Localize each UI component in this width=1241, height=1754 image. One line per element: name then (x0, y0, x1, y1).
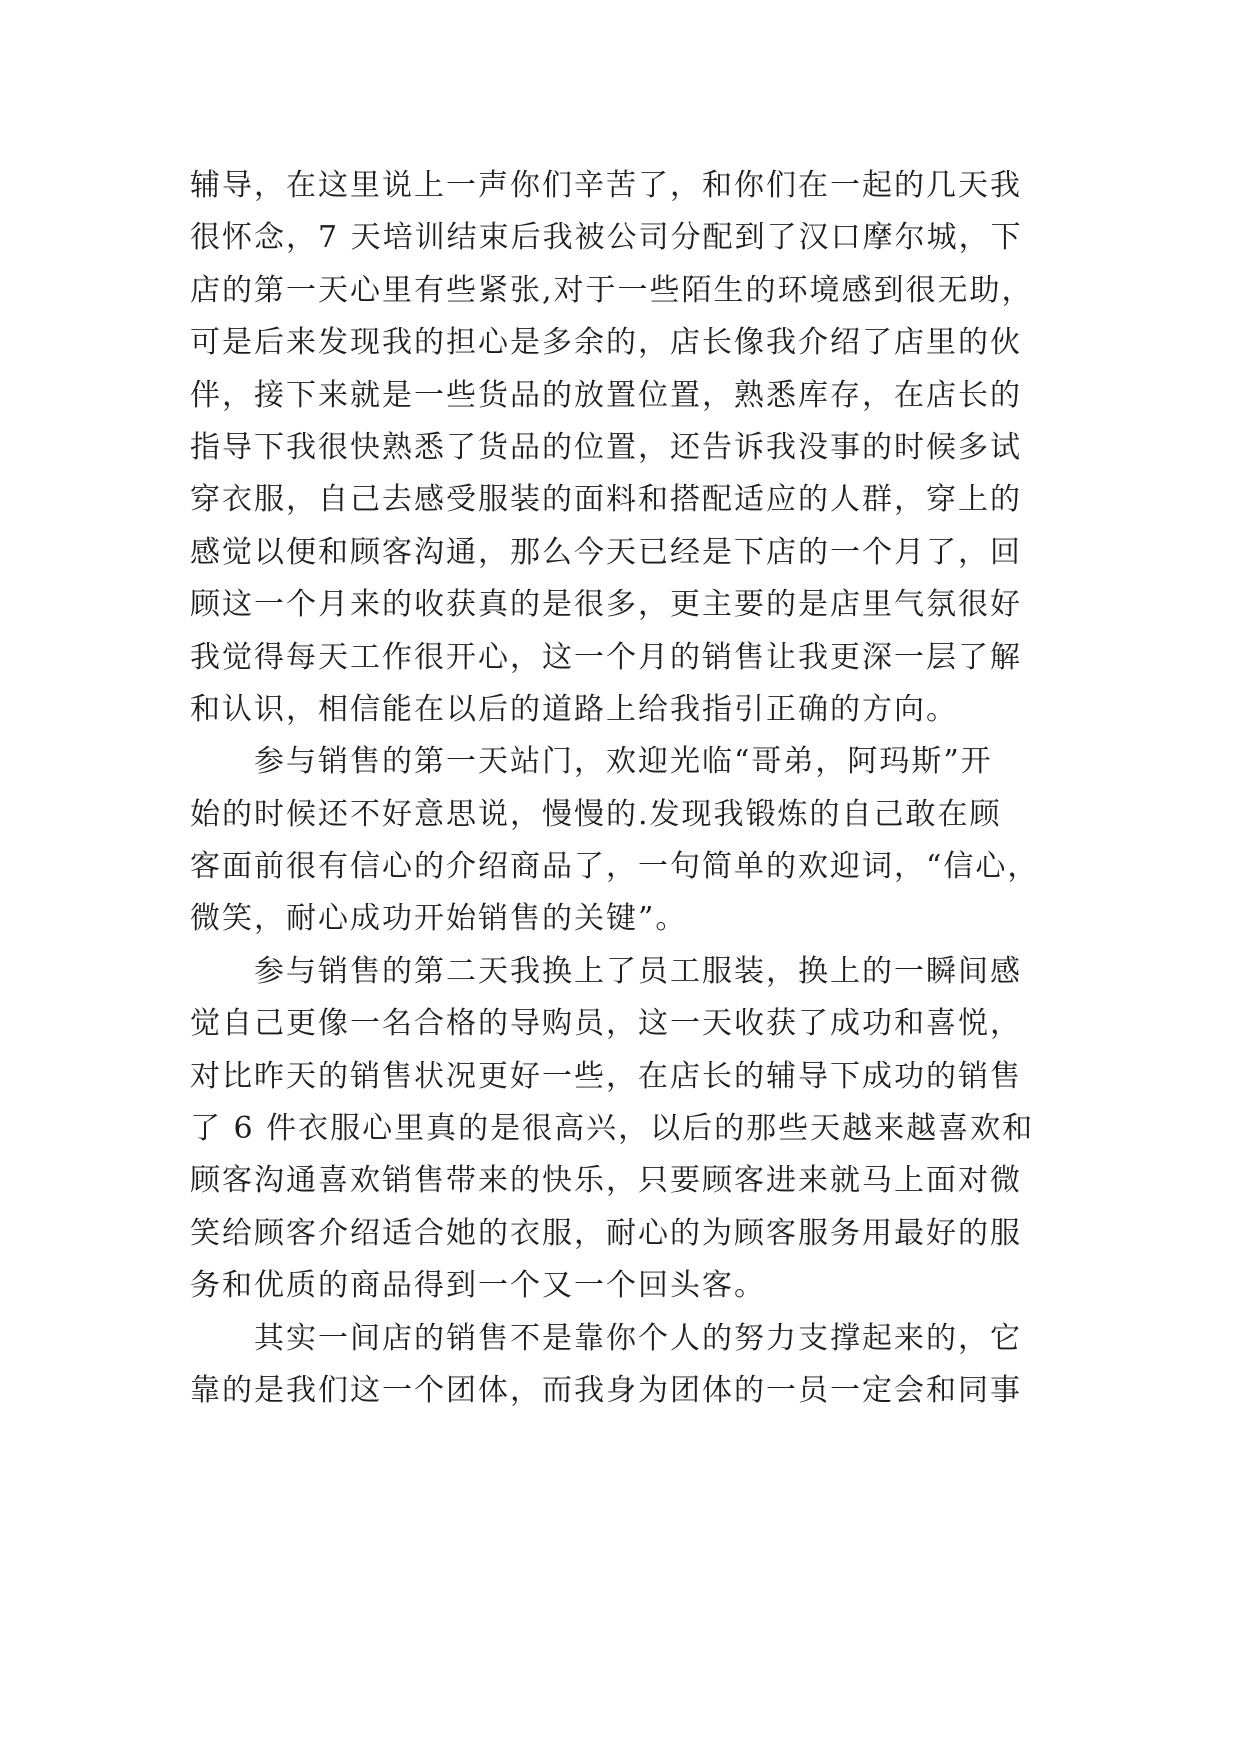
text-line: 感觉以便和顾客沟通，那么今天已经是下店的一个月了，回 (190, 534, 1022, 570)
text-line: 和认识，相信能在以后的道路上给我指引正确的方向。 (190, 691, 958, 727)
text-line: 店的第一天心里有些紧张,对于一些陌生的环境感到很无助， (190, 272, 1034, 308)
text-line: 其实一间店的销售不是靠你个人的努力支撑起来的，它 (254, 1320, 1022, 1356)
text-line: 指导下我很快熟悉了货品的位置，还告诉我没事的时候多试 (190, 429, 1022, 465)
text-line: 客面前很有信心的介绍商品了，一句简单的欢迎词，“信心， (190, 849, 1040, 885)
text-line: 始的时候还不好意思说，慢慢的.发现我锻炼的自己敢在顾 (190, 796, 1002, 832)
text-line: 伴，接下来就是一些货品的放置位置，熟悉库存，在店长的 (190, 377, 1022, 413)
text-line: 顾这一个月来的收获真的是很多，更主要的是店里气氛很好 (190, 587, 1022, 623)
text-line: 务和优质的商品得到一个又一个回头客。 (190, 1268, 766, 1304)
text-line: 觉自己更像一名合格的导购员，这一天收获了成功和喜悦， (190, 1006, 1022, 1042)
text-line: 很怀念，7 天培训结束后我被公司分配到了汉口摩尔城，下 (190, 220, 1023, 256)
text-line: 笑给顾客介绍适合她的衣服，耐心的为顾客服务用最好的服 (190, 1215, 1022, 1251)
text-line: 了 6 件衣服心里真的是很高兴，以后的那些天越来越喜欢和 (190, 1111, 1035, 1147)
text-line: 对比昨天的销售状况更好一些，在店长的辅导下成功的销售 (190, 1058, 1022, 1094)
text-line: 我觉得每天工作很开心，这一个月的销售让我更深一层了解 (190, 639, 1022, 675)
text-line: 可是后来发现我的担心是多余的，店长像我介绍了店里的伙 (190, 325, 1022, 361)
text-line: 顾客沟通喜欢销售带来的快乐，只要顾客进来就马上面对微 (190, 1163, 1022, 1199)
text-line: 参与销售的第一天站门，欢迎光临“哥弟，阿玛斯”开 (254, 744, 993, 780)
body-text (190, 160, 1090, 1417)
text-line: 靠的是我们这一个团体，而我身为团体的一员一定会和同事 (190, 1372, 1022, 1408)
text-line: 辅导，在这里说上一声你们辛苦了，和你们在一起的几天我 (190, 168, 1022, 203)
text-line: 参与销售的第二天我换上了员工服装，换上的一瞬间感 (254, 953, 1022, 989)
text-line: 微笑，耐心成功开始销售的关键”。 (190, 901, 688, 937)
text-line: 穿衣服，自己去感受服装的面料和搭配适应的人群，穿上的 (190, 482, 1022, 518)
